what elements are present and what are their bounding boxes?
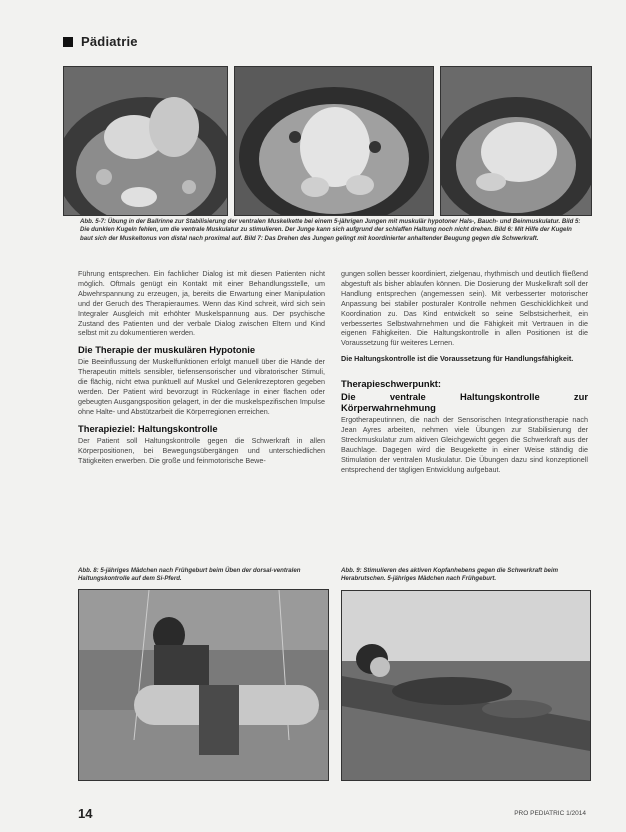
heading-therapy-goal: Therapieziel: Haltungskontrolle xyxy=(78,422,218,434)
paragraph-therapy: Die Beeinflussung der Muskelfunktionen erfolgt manuell über die Hände der Therapeutin mittels sensibler, tiefensensorischer und vibratorischer Stimuli, die flächig, nicht etwa punktuell auf Muskel und Gelenkrezeptoren gegeben werden. Der Patient wird bevorzugt in Rückenlage in einer flachen oder gebeugten Ausgangsposition gelagert, in der die muskelspezifischen Impulse ohne Halte- und Abstützarbeit die Körperregionen erreichen. xyxy=(78,357,325,416)
section-title: Pädiatrie xyxy=(81,34,138,49)
intro-paragraph: Führung entsprechen. Ein fachlicher Dialog ist mit diesen Patienten nicht möglich. Oftmals genügt ein Kontakt mit einer Behandlungsstelle, um Abwehrspannung zu erzeugen, ja, bereits die Erwartung einer Manipulation und der Geruch des Therapieraumes. Wenn das Kind schreit, wird sich sein Integraler Ausgleich mit erhöhter Muskelspannung aus. Der psychische Zustand des Patienten und der verbale Dialog zwischen Eltern und Kind selbst mit zu dokumentieren werden. xyxy=(78,269,325,338)
text-column-right xyxy=(341,269,588,481)
photo-girl-swing-image xyxy=(79,590,328,780)
paragraph-therapy-goal: Der Patient soll Haltungskontrolle gegen die Schwerkraft in allen Körperpositionen, bei Bewegungsübergängen und unterschiedlichen Tätigkeiten erwerben. Die große und feinmotorische Bewe- xyxy=(78,435,325,465)
photo-ball-pit-1 xyxy=(63,66,228,216)
highlight-statement: Die Haltungskontrolle ist die Voraussetzung für Handlungsfähigkeit. xyxy=(341,354,574,364)
photo-ball-pit-3 xyxy=(440,66,592,216)
section-square-icon xyxy=(63,37,73,47)
photo-girl-slide xyxy=(341,590,591,781)
caption-bottom-left: Abb. 8: 5-jähriges Mädchen nach Frühgeburt beim Üben der dorsal-ventralen Haltungskontrolle auf dem Si-Pferd. xyxy=(78,567,301,583)
photo-ball-pit-3-image xyxy=(441,67,591,215)
section-header xyxy=(63,34,138,49)
photo-girl-slide-image xyxy=(342,591,590,780)
photo-ball-pit-1-image xyxy=(64,67,227,215)
caption-top: Abb. 5-7: Übung in der Ballrinne zur Stabilisierung der ventralen Muskelkette bei einem 5-jährigen Jungen mit muskulär hypotoner Hals-, Bauch- und Beinmuskulatur. Bild 5: Die dunklen Kugeln fehlen, um die ventrale Muskulatur zu stimulieren. Der Junge kann sich aufgrund der schlaffen Haltung noch nicht drehen. Bild 6: Mit Hilfe der Kugeln baut sich der Muskeltonus von distal nach proximal auf. Bild 7: Das Drehen des Jungen gelingt mit koordinierter anhaltender Beugung gegen die Schwerkraft. xyxy=(80,218,581,242)
heading-therapy-hypotonia: Die Therapie der muskulären Hypotonie xyxy=(78,344,256,356)
publication-name: PRO PEDIATRIC 1/2014 xyxy=(514,810,586,817)
text-column-left xyxy=(78,269,325,472)
caption-bottom-right: Abb. 9: Stimulieren des aktiven Kopfanhebens gegen die Schwerkraft beim Herabrutschen. 5-jähriges Mädchen nach Frühgeburt. xyxy=(341,567,559,583)
heading-focus: Therapieschwerpunkt: xyxy=(341,378,442,390)
photo-girl-swing xyxy=(78,589,329,781)
paragraph-ventral-control: Ergotherapeutinnen, die nach der Sensorischen Integrationstherapie nach Jean Ayres arbeiten, nehmen viele Übungen zur Stabilisierung der Streckmuskulatur zum aktiven Gleichgewicht gegen die Schwerkraft aus der Bauchlage. Dagegen wird die Beugekette in einer Weise ständig die Stimulation der ventralen Muskulatur. Die Übungen dazu sind konzeptionell entsprechend der tägligen Entwicklung aufgebaut. xyxy=(341,415,588,474)
photo-ball-pit-2 xyxy=(234,66,434,216)
page-number: 14 xyxy=(78,806,93,821)
paragraph-coordination: gungen sollen besser koordiniert, zielgenau, rhythmisch und deutlich fließend abgestuft als bisher ablaufen können. Die Dosierung der Muskelkraft soll der Handlung entsprechen (angemessen sein). Mit verbesserter motorischer Anpassung bei stabiler posturaler Kontrolle nehmen Geschicklichkeit und Koordination zu. Das Kind entwickelt so seine Selbstsicherheit, ein verbessertes Selbstwahrnehmen und die Fähigkeit mit Vertrauen in die eigenen Fähigkeiten. Die Haltungskontrolle in allen Positionen ist die Voraussetzung für weiteres Lernen. xyxy=(341,269,588,348)
heading-ventral-control: Die ventrale Haltungskontrolle zur Körperwahrnehmung xyxy=(341,391,588,414)
photo-ball-pit-2-image xyxy=(235,67,433,215)
